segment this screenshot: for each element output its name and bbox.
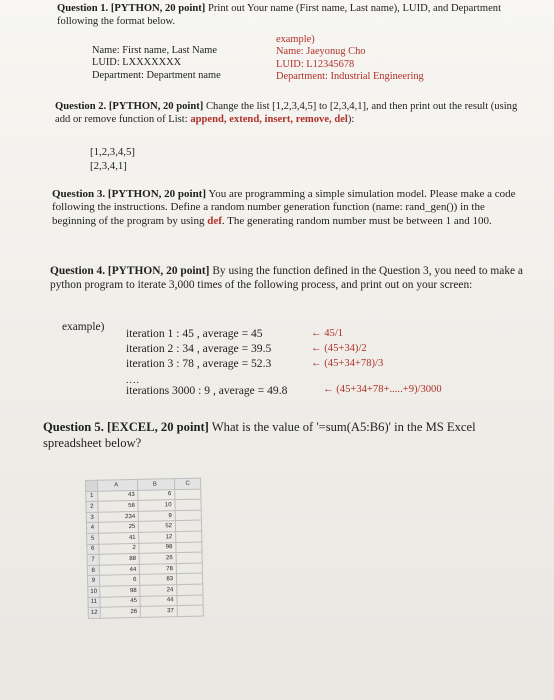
row-number: 6 (87, 544, 99, 555)
row-number: 11 (88, 597, 100, 608)
question-1 (57, 2, 527, 28)
cell-b: 12 (139, 532, 176, 543)
row-number: 9 (88, 576, 100, 587)
cell-b: 83 (140, 574, 177, 585)
row-number: 12 (88, 607, 100, 618)
question-2-title: Question 2. [PYTHON, 20 point] (55, 101, 204, 112)
average-note: ← 45/1 (311, 328, 344, 339)
question-5-title: Question 5. [EXCEL, 20 point] (43, 420, 209, 434)
ellipsis: .... (126, 375, 140, 386)
cell-b: 9 (139, 510, 176, 521)
cell-c (177, 573, 203, 584)
cell-a: 45 (100, 596, 141, 607)
cell-b: 98 (139, 542, 176, 553)
question-3 (52, 188, 522, 228)
format-line: LUID: LXXXXXXX (92, 57, 182, 69)
cell-a: 2 (99, 543, 140, 554)
table-row (88, 605, 203, 618)
example-line: Name: Jaeyonug Cho (276, 46, 366, 58)
cell-a: 234 (98, 511, 139, 522)
cell-c (177, 584, 203, 595)
example-line: Department: Industrial Engineering (276, 71, 424, 83)
cell-b: 26 (139, 553, 176, 564)
cell-c (176, 563, 202, 574)
question-4-text: By using the function defined in the Question 3, you need to make a python program to iterate 3,000 times of the following process, and print out on your screen: (50, 265, 523, 291)
cell-a: 44 (99, 564, 140, 575)
cell-c (175, 489, 201, 500)
question-3-title: Question 3. [PYTHON, 20 point] (52, 188, 207, 200)
def-keyword: def (207, 214, 222, 227)
question-4-title: Question 4. [PYTHON, 20 point] (50, 265, 210, 277)
cell-c (175, 510, 201, 521)
row-number: 5 (87, 533, 99, 544)
cell-b: 52 (139, 521, 176, 532)
column-header-a: A (97, 479, 138, 490)
row-number: 3 (86, 512, 98, 523)
average-note: ← (45+34+78)/3 (311, 358, 384, 369)
cell-c (177, 595, 203, 606)
question-4 (50, 264, 530, 292)
cell-a: 43 (98, 490, 139, 501)
cell-c (175, 520, 201, 531)
row-number: 1 (86, 491, 98, 502)
format-example (276, 34, 424, 84)
iteration-line: iteration 1 : 45 , average = 45 (126, 327, 263, 340)
question-5 (43, 420, 533, 451)
iteration-line: iteration 2 : 34 , average = 39.5 (126, 342, 272, 355)
question-1-text: Print out Your name (First name, Last name), LUID, and Department following the format below. (57, 3, 502, 27)
spreadsheet-table (85, 478, 204, 619)
format-line: Name: First name, Last Name (92, 45, 217, 56)
last-iteration-line: iterations 3000 : 9 , average = 49.8 (126, 384, 288, 397)
cell-c (175, 499, 201, 510)
question-2 (55, 100, 525, 126)
column-header-c: C (175, 478, 201, 489)
question-2-end: ): (347, 114, 355, 125)
row-number: 10 (88, 586, 100, 597)
cell-c (176, 531, 202, 542)
cell-b: 10 (138, 500, 175, 511)
example-line: example) (276, 34, 315, 45)
list-output (90, 145, 135, 173)
list-output-line: [2,3,4,1] (90, 160, 127, 172)
question-3-text: You are programming a simple simulation model. Please make a code following the instructions. Define a random number generation function (name: rand_gen()) in the beginning of the program by using (52, 188, 516, 227)
cell-a: 26 (100, 606, 141, 617)
cell-b: 6 (138, 489, 175, 500)
cell-a: 6 (99, 575, 140, 586)
cell-b: 37 (141, 606, 178, 617)
format-template (92, 45, 221, 82)
row-number: 7 (87, 554, 99, 565)
iteration-line: iteration 3 : 78 , average = 52.3 (126, 357, 272, 370)
question-2-text: Change the list [1,2,3,4,5] to [2,3,4,1], and then print out the result (using add or remove function of List: (55, 101, 518, 125)
spreadsheet (85, 478, 204, 619)
row-number: 2 (86, 501, 98, 512)
corner-cell (86, 480, 98, 491)
cell-c (177, 605, 203, 616)
question-3-text-end: . The generating random number must be between 1 and 100. (221, 214, 492, 227)
cell-b: 78 (140, 563, 177, 574)
row-number: 8 (87, 565, 99, 576)
format-line: Department: Department name (92, 69, 221, 81)
example-line: LUID: L12345678 (276, 58, 355, 70)
average-note: ← (45+34)/2 (311, 343, 367, 354)
cell-a: 41 (98, 532, 139, 543)
cell-c (176, 542, 202, 553)
cell-c (176, 552, 202, 563)
example-label: example) (62, 321, 105, 333)
question-1-title: Question 1. [PYTHON, 20 point] (57, 3, 206, 14)
list-functions: append, extend, insert, remove, del (190, 114, 348, 125)
spreadsheet-body (86, 489, 204, 619)
cell-b: 44 (140, 595, 177, 606)
list-output-line: [1,2,3,4,5] (90, 146, 135, 158)
cell-a: 98 (100, 585, 141, 596)
question-5-text: What is the value of '=sum(A5:B6)' in the MS Excel spreadsheet below? (43, 420, 476, 450)
cell-a: 88 (99, 554, 140, 565)
cell-a: 25 (98, 522, 139, 533)
last-average-note: ← (45+34+78+.....+9)/3000 (323, 384, 442, 395)
column-header-b: B (138, 479, 175, 490)
cell-b: 24 (140, 585, 177, 596)
cell-a: 56 (98, 501, 139, 512)
row-number: 4 (86, 523, 98, 534)
